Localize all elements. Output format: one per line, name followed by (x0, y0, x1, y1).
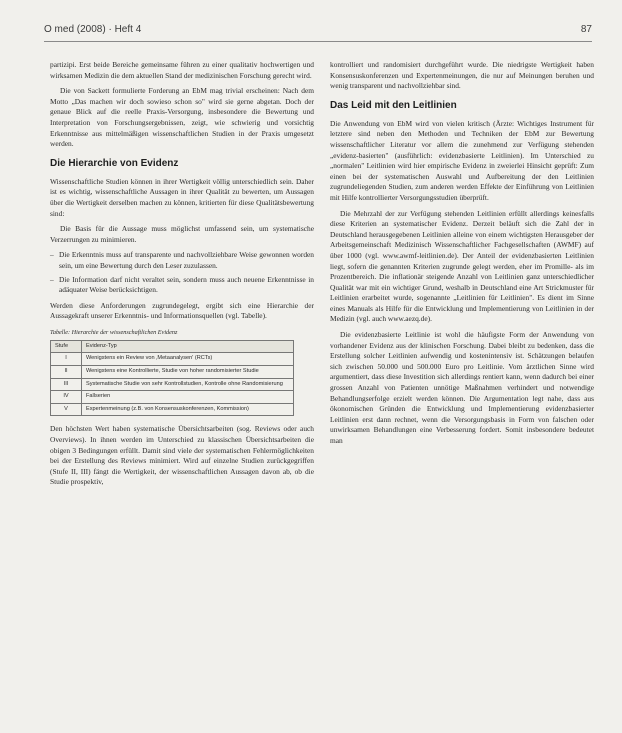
journal-citation: O med (2008) · Heft 4 (44, 24, 142, 35)
section-heading-leitlinien: Das Leid mit den Leitlinien (330, 99, 457, 111)
table-cell-stufe: I (51, 353, 82, 366)
paragraph: Die Mehrzahl der zur Verfügung stehenden Leitlinien erfüllt allerdings keinesfalls diese Kriterien an systematischer Evidenz. Derzeit beläuft sich die Zahl der in Deutschland herausgegebenen Leitlinien alleine von einem wichtigsten Herausgeber der Arbeitsgemeinschaft Medizinisch Wissenschaftlicher Fachgesellschaften (AWMF) auf über 1000 (vgl. www.awmf-leitlinien.de). Der Anteil der evidenzbasierten Leitlinien liegt, sofern die genannten Kriterien zugrunde gelegt werden, eher im Promille- als im Prozentbereich. Die inflationär steigende Anzahl von Leitlinien ganz unterschiedlicher Qualität war mit ein wichtiger Grund, weshalb in Deutschland eine Art Strickmuster für Leitlinien erarbeitet wurde, sogenannte „Leitlinien für Leitlinien". Es dient im Sinne eines Manuals als Hilfe für die Entwicklung und Implementierung von Leitlinien in der Medizin (vgl. auch www.aezq.de). (330, 208, 594, 324)
table-row (51, 353, 294, 366)
table-cell-stufe: III (51, 378, 82, 391)
section-heading-hierarchy: Die Hierarchie von Evidenz (50, 157, 179, 169)
table-cell-stufe: IV (51, 391, 82, 404)
paragraph: Die von Sackett formulierte Forderung an EbM mag trivial erscheinen: Nach dem Motto „Das machen wir doch sowieso schon so" wird sie gerne abgetan. Doch der genaue Blick auf die reelle Praxis-Versorgung, insbesondere die Bewertung und Interpretation von Forschungsergebnissen, zeigt, wie schwierig und vorsichtig Erkenntnisse aus mittelmäßigen wissenschaftlichen Studien in der Praxis umgesetzt werden. (50, 86, 314, 149)
column-header-typ: Evidenz-Typ (82, 340, 294, 353)
table-cell-typ: Expertenmeinung (z.B. von Konsensuskonferenzen, Kommission) (82, 403, 294, 416)
paragraph: Wissenschaftliche Studien können in ihrer Wertigkeit völlig unterschiedlich sein. Daher ist es wichtig, wissenschaftliche Aussagen in ihrer Qualität zu bewerten, um Aussagen über die Wertigkeit derselben machen zu können, kritierten für diese Qualitätsbewertung sind: (50, 176, 314, 218)
table-header-row (51, 340, 294, 353)
table-cell-stufe: II (51, 366, 82, 379)
table-cell-typ: Wenigstens ein Review von ‚Metaanalysen' (RCTs) (82, 353, 294, 366)
paragraph: Die evidenzbasierte Leitlinie ist wohl die häufigste Form der Anwendung von vorhandener Evidenz aus der klinischen Forschung. Dabei bleibt zu bedenken, dass die Erstellung solcher Leitlinien aufwendig und kostenintensiv ist. Schätzungen belaufen sich zwischen 50.000 und 500.000 Euro pro Leitlinie. Vom ärztlichen Sinne wird argumentiert, dass diese Investition sich allerdings rentiert kann, wenn dadurch bei einer grossen Anzahl von Patienten unnötige Maßnahmen verhindert und notwendige Behandlungserfolge erzielt werden können. Die Argumentation legt nahe, dass aus ökonomischen Gründen die Entwicklung und Implementierung evidenzbasierter Leitlinien erst dann rechnet, wenn die Versorgungsbasis in Form von falschen oder unwirksamen Behandlungen eine Verbesserung fordert. Somit insbesondere bedeutet man (330, 330, 594, 445)
right-column (330, 60, 594, 452)
paragraph: partizipi. Erst beide Bereiche gemeinsame führen zu einer qualitativ hochwertigen und wirksamen Medizin die dem aktuellen Stand der medizinischen Forschung gerecht wird. (50, 60, 314, 80)
evidence-hierarchy-table (50, 340, 294, 417)
list-item: – Die Erkenntnis muss auf transparente und nachvollziehbare Weise gewonnen worden sein, um eine Bewertung durch den Leser zuzulassen. (50, 250, 314, 271)
table-row (51, 391, 294, 404)
list-item: – Die Information darf nicht veraltet sein, sondern muss auch neuene Erkenntnisse in adäquater Weise berücksichtigen. (50, 275, 314, 296)
paragraph: kontrolliert und randomisiert durchgeführt wurde. Die niedrigste Wertigkeit haben Konsensuskonferenzen und Expertenmeinungen, die nur auf Meinungen beruhen und wenig transparent und nachvollziehbar sind. (330, 60, 594, 91)
table-row (51, 366, 294, 379)
table-cell-typ: Wenigstens eine Kontrollierte, Studie von hoher randomisierter Studie (82, 366, 294, 379)
table-cell-stufe: V (51, 403, 82, 416)
table-row (51, 378, 294, 391)
page-number: 87 (580, 24, 592, 35)
criteria-list (50, 250, 314, 295)
table-cell-typ: Systematische Studie von sehr Kontrollstudien, Kontrolle ohne Randomisierung (82, 378, 294, 391)
paragraph: Die Anwendung von EbM wird von vielen kritisch (Ärzte: Wichtiges Instrument für letztere sind neben den Methoden und Techniken der EbM zur Bewertung wissenschaftlicher Literatur vor allem die zunehmend zur Verfügung stehenden „evidenz-basierten" (ausführlich: evidenzbasierte Leitlinien). Im Unterschied zu „normalen" Leitlinien wird hier empirische Evidenz in zweierlei Hinsicht geprüft: Zum einen bei der systematischen Auswahl und Aufbereitung der den Leitlinien zugrundeliegenden Studien, zum anderen werden Effekte der Einführung von Leitlinien mit Hilfe kontrollierter Versorgungsstudien überprüft. (330, 118, 594, 202)
table-cell-typ: Fallserien (82, 391, 294, 404)
table-row (51, 403, 294, 416)
column-header-stufe: Stufe (51, 340, 82, 353)
header-divider (44, 41, 592, 42)
paragraph: Die Basis für die Aussage muss möglichst umfassend sein, um systematische Verzerrungen zu minimieren. (50, 224, 314, 244)
paragraph: Werden diese Anforderungen zugrundegelegt, ergibt sich eine Hierarchie der Aussagekraft unserer Erkenntnis- und Informationsquellen (vgl. Tabelle). (50, 300, 314, 321)
left-column (50, 60, 314, 493)
running-header (44, 24, 592, 38)
paragraph: Den höchsten Wert haben systematische Übersichtsarbeiten (sog. Reviews oder auch Overviews). In ihnen werden im Unterschied zu klassischen Übersichtsarbeiten die obigen 3 Bedingungen erfüllt. Damit sind viele der systematischen Fehlermöglichkeiten bei der Erstellung des Reviews minimiert. Wird auf einzelne Studien zurückgegriffen (Stufe II, III) fängt die Wertigkeit, der wissenschaftlichen Aussagen davon ab, ob die Studie prospektiv, (50, 424, 314, 487)
table-caption: Tabelle: Hierarchie der wissenschaftlichen Evidenz (50, 328, 178, 336)
